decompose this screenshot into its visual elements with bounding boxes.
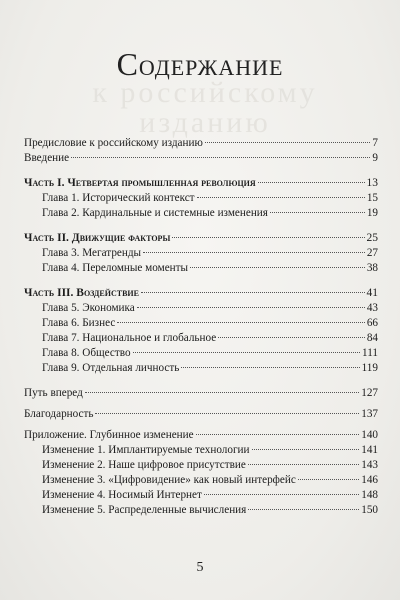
toc-part-entry[interactable] [24,286,378,301]
dot-leader [137,307,365,308]
toc-entry-page: 19 [366,207,378,219]
toc-entry-title: Глава 6. Бизнес [42,317,116,329]
dot-leader [190,267,365,268]
dot-leader [196,434,360,435]
toc-entry[interactable] [24,331,378,346]
toc-entry[interactable] [24,206,378,221]
table-of-contents [24,136,378,518]
toc-entry-title: Изменение 2. Наше цифровое присутствие [42,459,246,471]
dot-leader [197,197,365,198]
toc-entry-title: Введение [24,152,70,164]
dot-leader [258,182,365,183]
toc-entry[interactable] [24,346,378,361]
toc-entry-page: 148 [361,489,378,501]
toc-entry-page: 25 [366,232,378,244]
toc-entry-title: Изменение 4. Носимый Интернет [42,489,202,501]
toc-entry-page: 141 [361,444,378,456]
dot-leader [218,337,365,338]
dot-leader [252,449,360,450]
dot-leader [172,237,364,238]
dot-leader [248,464,359,465]
toc-entry-page: 143 [361,459,378,471]
toc-entry-title: Часть III. Воздействие [24,287,139,299]
toc-entry[interactable] [24,443,378,458]
toc-entry-page: 137 [361,408,378,420]
toc-entry-title: Глава 8. Общество [42,347,131,359]
toc-entry-title: Изменение 3. «Цифровидение» как новый интерфейс [42,474,296,486]
toc-entry-page: 66 [366,317,378,329]
toc-entry-title: Глава 2. Кардинальные и системные изменения [42,207,268,219]
toc-entry-title: Глава 5. Экономика [42,302,135,314]
dot-leader [205,142,371,143]
page-title: Содержание [116,46,284,82]
toc-entry-page: 38 [366,262,378,274]
toc-part-entry[interactable] [24,231,378,246]
toc-entry[interactable] [24,428,378,443]
toc-entry[interactable] [24,151,378,166]
toc-entry-title: Глава 3. Мегатренды [42,247,142,259]
show-through-line-2: изданию [139,106,271,139]
dot-leader [143,252,365,253]
toc-entry-title: Приложение. Глубинное изменение [24,429,194,441]
show-through-line-1: к российскому [92,76,318,109]
page-number: 5 [196,560,204,575]
toc-entry-page: 140 [361,429,378,441]
toc-spacer [24,221,378,231]
toc-entry-page: 27 [366,247,378,259]
toc-entry-page: 150 [361,504,378,516]
dot-leader [85,392,359,393]
show-through-text [60,78,350,138]
toc-entry-title: Глава 1. Исторический контекст [42,192,195,204]
dot-leader [117,322,365,323]
toc-entry[interactable] [24,386,378,401]
dot-leader [248,509,359,510]
toc-entry[interactable] [24,261,378,276]
toc-entry[interactable] [24,316,378,331]
toc-entry[interactable] [24,488,378,503]
toc-entry-page: 9 [372,152,378,164]
toc-entry-page: 13 [366,177,378,189]
toc-spacer [24,276,378,286]
dot-leader [270,212,365,213]
toc-entry[interactable] [24,473,378,488]
toc-entry-title: Путь вперед [24,387,83,399]
toc-entry[interactable] [24,503,378,518]
toc-entry-title: Изменение 5. Распределенные вычисления [42,504,247,516]
toc-entry-title: Глава 7. Национальное и глобальное [42,332,217,344]
toc-spacer [24,166,378,176]
dot-leader [141,292,365,293]
toc-entry-page: 127 [361,387,378,399]
toc-entry[interactable] [24,136,378,151]
toc-entry-title: Часть II. Движущие факторы [24,232,171,244]
toc-spacer [24,376,378,386]
toc-entry[interactable] [24,246,378,261]
toc-entry[interactable] [24,458,378,473]
toc-entry[interactable] [24,191,378,206]
toc-entry-title: Благодарность [24,408,94,420]
toc-entry-title: Глава 4. Переломные моменты [42,262,189,274]
toc-entry-title: Глава 9. Отдельная личность [42,362,180,374]
toc-entry-page: 7 [372,137,378,149]
toc-entry[interactable] [24,301,378,316]
dot-leader [204,494,359,495]
toc-entry-page: 119 [361,362,378,374]
toc-entry-page: 43 [366,302,378,314]
dot-leader [298,479,359,480]
dot-leader [133,352,361,353]
toc-entry-page: 41 [366,287,378,299]
toc-entry[interactable] [24,407,378,422]
toc-entry-page: 111 [362,347,378,359]
toc-entry-title: Часть I. Четвертая промышленная революция [24,177,256,189]
toc-entry-page: 84 [366,332,378,344]
toc-entry-title: Предисловие к российскому изданию [24,137,203,149]
dot-leader [95,413,359,414]
toc-entry[interactable] [24,361,378,376]
toc-entry-title: Изменение 1. Имплантируемые технологии [42,444,250,456]
toc-entry-page: 146 [361,474,378,486]
toc-part-entry[interactable] [24,176,378,191]
dot-leader [71,157,370,158]
toc-entry-page: 15 [366,192,378,204]
dot-leader [181,367,359,368]
